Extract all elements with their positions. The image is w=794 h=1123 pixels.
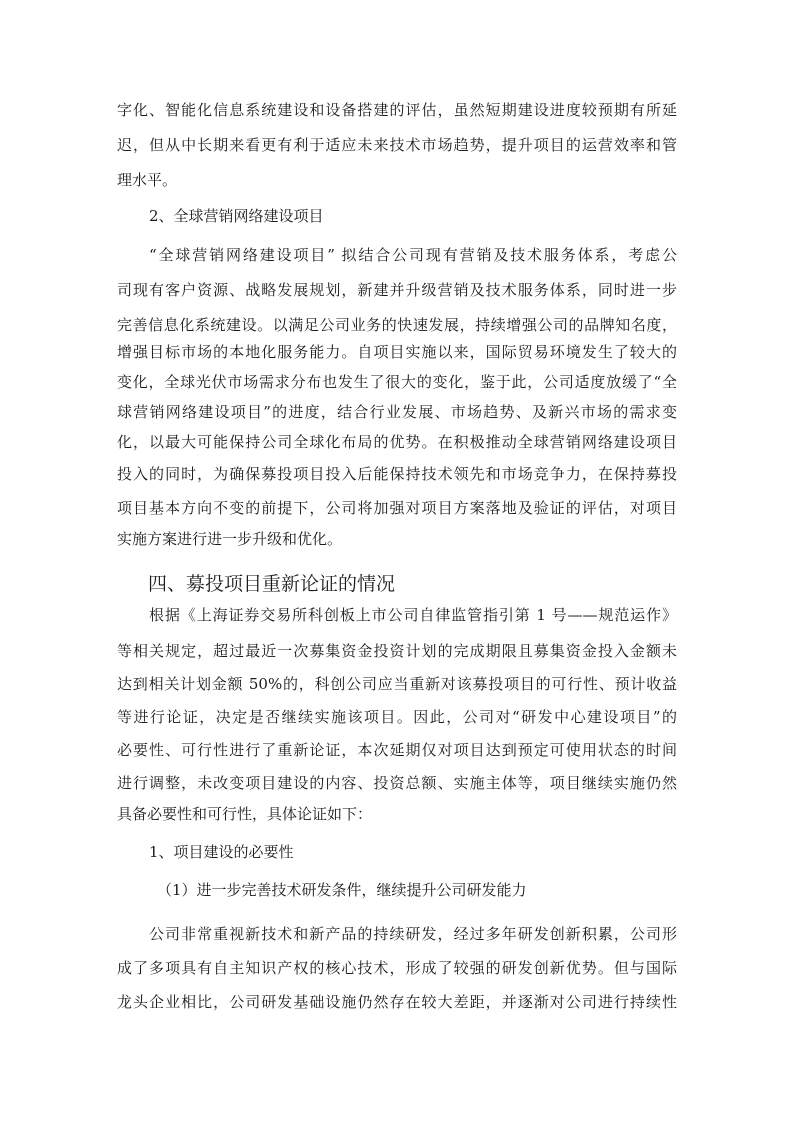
- paragraph-line: 达到相关计划金额 50%的，科创公司应当重新对该募投项目的可行性、预计收益: [117, 675, 677, 693]
- paragraph-line: 迟，但从中长期来看更有利于适应未来技术市场趋势，提升项目的运营效率和管: [117, 136, 677, 154]
- paragraph-line: 增强目标市场的本地化服务能力。自项目实施以来，国际贸易环境发生了较大的: [117, 343, 677, 361]
- paragraph-line: 等进行论证，决定是否继续实施该项目。因此，公司对“研发中心建设项目”的: [117, 708, 677, 726]
- paragraph-line: 变化，全球光伏市场需求分布也发生了很大的变化，鉴于此，公司适度放缓了“全: [117, 373, 677, 391]
- paragraph-line: 龙头企业相比，公司研发基础设施仍然存在较大差距，并逐渐对公司进行持续性: [117, 993, 677, 1011]
- paragraph-line: 项目基本方向不变的前提下，公司将加强对项目方案落地及验证的评估，对项目: [117, 499, 677, 517]
- paragraph-line: 字化、智能化信息系统建设和设备搭建的评估，虽然短期建设进度较预期有所延: [117, 101, 677, 119]
- sub-subsection-heading: （1）进一步完善技术研发条件，继续提升公司研发能力: [157, 881, 527, 899]
- paragraph-line: 球营销网络建设项目”的进度，结合行业发展、市场趋势、及新兴市场的需求变: [117, 403, 677, 421]
- paragraph-line: 等相关规定，超过最近一次募集资金投资计划的完成期限且募集资金投入金额未: [117, 642, 677, 660]
- paragraph-line: 具备必要性和可行性，具体论证如下：: [117, 805, 373, 823]
- subsection-heading: 1、项目建设的必要性: [149, 843, 294, 861]
- paragraph-line: “全球营销网络建设项目” 拟结合公司现有营销及技术服务体系，考虑公: [149, 246, 677, 264]
- paragraph-line: 化，以最大可能保持公司全球化布局的优势。在积极推动全球营销网络建设项目: [117, 433, 677, 451]
- paragraph-line: 投入的同时，为确保募投项目投入后能保持技术领先和市场竞争力，在保持募投: [117, 465, 677, 483]
- paragraph-line: 进行调整，未改变项目建设的内容、投资总额、实施主体等，项目继续实施仍然: [117, 774, 677, 792]
- paragraph-line: 司现有客户资源、战略发展规划，新建并升级营销及技术服务体系，同时进一步: [117, 281, 677, 299]
- paragraph-line: 完善信息化系统建设。以满足公司业务的快速发展，持续增强公司的品牌知名度，: [117, 316, 677, 334]
- paragraph-line: 实施方案进行进一步升级和优化。: [117, 530, 343, 548]
- subsection-heading: 2、全球营销网络建设项目: [149, 207, 324, 225]
- paragraph-line: 根据《上海证券交易所科创板上市公司自律监管指引第 1 号——规范运作》: [149, 606, 677, 624]
- paragraph-line: 理水平。: [117, 171, 178, 189]
- paragraph-line: 公司非常重视新技术和新产品的持续研发，经过多年研发创新积累，公司形: [149, 925, 677, 943]
- section-title: 四、募投项目重新论证的情况: [148, 573, 396, 595]
- paragraph-line: 成了多项具有自主知识产权的核心技术，形成了较强的研发创新优势。但与国际: [117, 959, 677, 977]
- paragraph-line: 必要性、可行性进行了重新论证，本次延期仅对项目达到预定可使用状态的时间: [117, 741, 677, 759]
